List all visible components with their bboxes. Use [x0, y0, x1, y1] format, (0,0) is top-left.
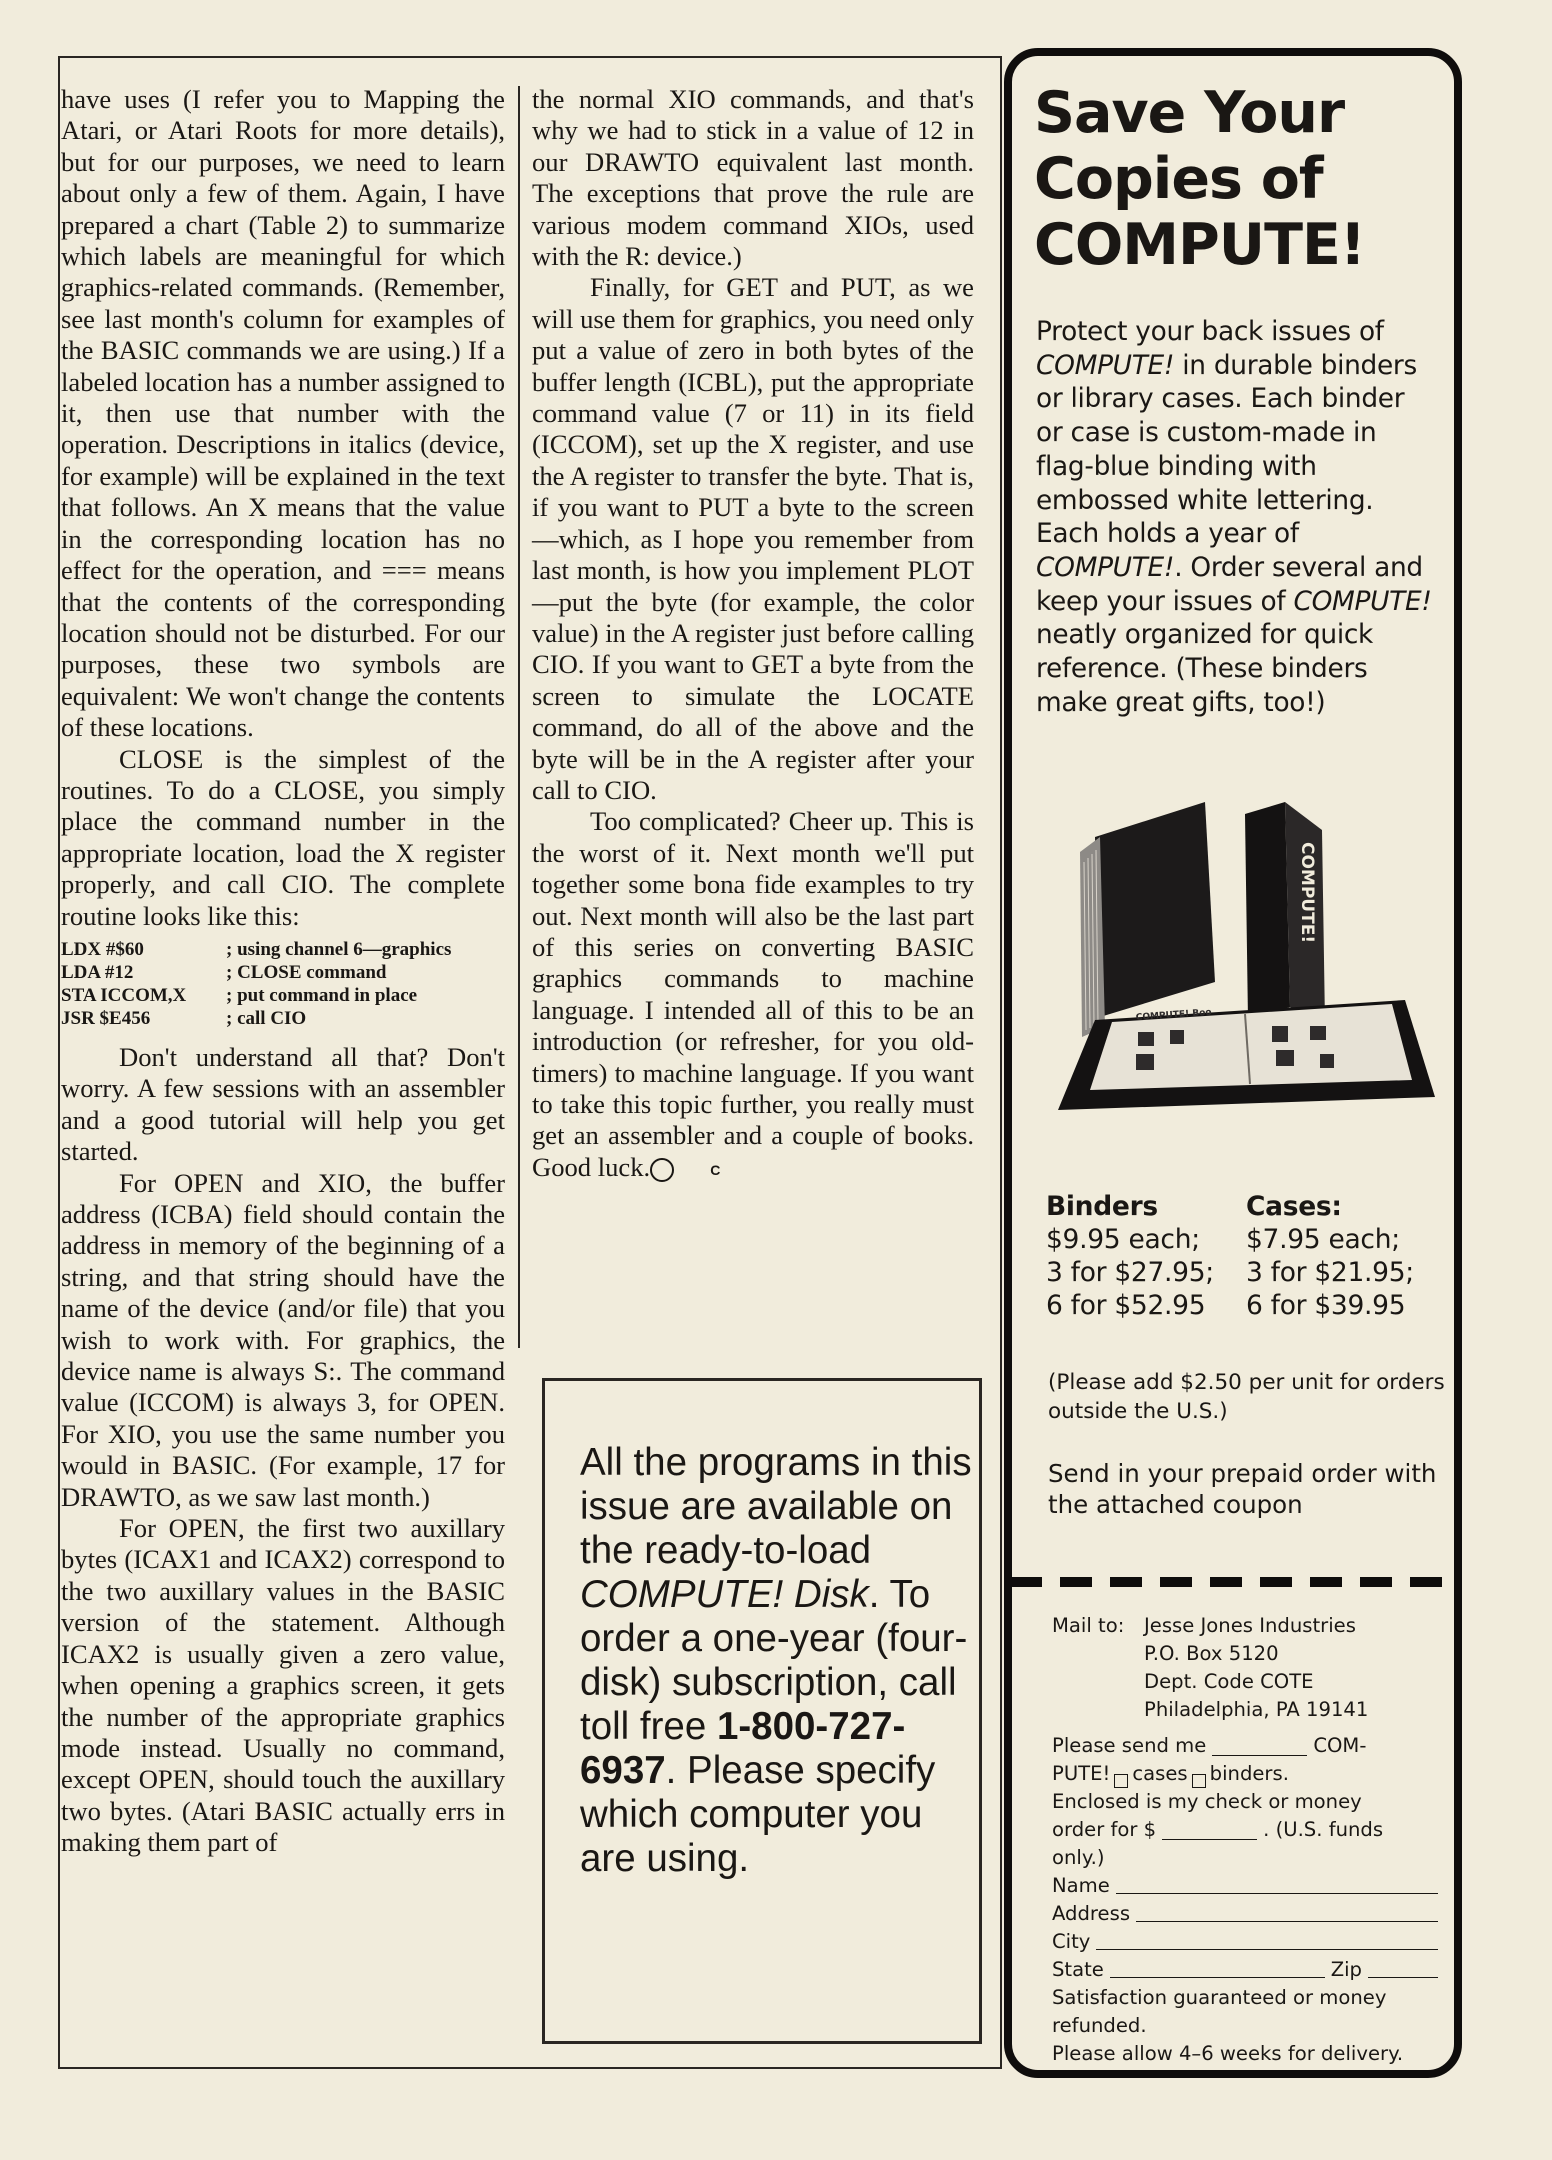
address-field[interactable]	[1136, 1920, 1438, 1922]
ad-text: . Order several and keep your issues of	[1036, 551, 1423, 617]
book-page-text: COMPUTE! Boo	[1135, 1007, 1212, 1023]
address-line: Dept. Code COTE	[1144, 1670, 1314, 1693]
binder-photo	[1040, 792, 1445, 1142]
coupon-text: . (U.S. funds	[1263, 1818, 1384, 1841]
price-line: $9.95 each;	[1046, 1224, 1200, 1255]
code-comment: ; using channel 6—graphics	[226, 938, 452, 960]
phone-number: 1-800-727-6937	[580, 1705, 906, 1792]
address-line: P.O. Box 5120	[1144, 1642, 1279, 1665]
field-label: City	[1052, 1930, 1091, 1953]
ad-text: in durable binders or library cases. Each binder or case is custom-made in flag-blue binding with embossed white lettering. Each holds a year of	[1036, 349, 1417, 550]
binders-heading: Binders	[1046, 1191, 1158, 1222]
ad-magazine-name: COMPUTE!	[1036, 551, 1175, 583]
field-label: Zip	[1330, 1958, 1362, 1981]
copyright-icon: C	[650, 1158, 674, 1182]
price-line: 3 for $27.95;	[1046, 1257, 1214, 1288]
code-line	[61, 1007, 505, 1030]
disk-text-part: All the programs in this issue are available on the ready-to-load	[580, 1441, 972, 1572]
paragraph: the normal XIO commands, and that's why we had to stick in a value of 12 in our DRAWTO equivalent last month. The exceptions that prove the rule are various modem command XIOs, used with the R: device.)	[532, 84, 974, 272]
column-divider	[518, 86, 520, 1348]
coupon-cut-line	[1010, 1577, 1458, 1587]
code-comment: ; put command in place	[226, 984, 418, 1006]
ad-magazine-name: COMPUTE!	[1293, 585, 1432, 617]
name-field[interactable]	[1116, 1892, 1438, 1894]
code-listing	[61, 938, 505, 1030]
ad-text: neatly organized for quick reference. (These binders make great gifts, too!)	[1036, 619, 1374, 718]
coupon-text: COM-	[1313, 1734, 1367, 1757]
ad-body	[1036, 315, 1436, 719]
code-comment: ; CLOSE command	[226, 961, 387, 983]
binders-prices	[1046, 1190, 1246, 1322]
cases-checkbox[interactable]	[1114, 1774, 1128, 1788]
disk-title: COMPUTE! Disk	[580, 1573, 869, 1616]
paragraph: Don't understand all that? Don't worry. A few sessions with an assembler and a good tutorial will help you get started.	[61, 1041, 505, 1167]
paragraph: Finally, for GET and PUT, as we will use them for graphics, you need only put a value of zero in both bytes of the buffer length (ICBL), put the appropriate command value (7 or 11) in its field (ICCOM), set up the X register, and use the A register to transfer the byte. That is, if you want to PUT a byte to the screen—which, as I hope you remember from last month, is how you implement PLOT—put the byte (for example, the color value) in the A register just before calling CIO. If you want to GET a byte from the screen to simulate the LOCATE command, do all of the above and the byte will be in the A register after your call to CIO.	[532, 272, 974, 805]
field-label: Address	[1052, 1902, 1131, 1925]
city-field[interactable]	[1096, 1948, 1438, 1950]
ad-title-line: Copies of	[1034, 146, 1323, 212]
guarantee-text: Satisfaction guaranteed or money refunded.	[1052, 1986, 1387, 2037]
coupon-text: Enclosed is my check or money	[1052, 1790, 1362, 1813]
quantity-field[interactable]	[1212, 1755, 1307, 1756]
zip-field[interactable]	[1368, 1976, 1438, 1978]
type-row	[1052, 1760, 1444, 1788]
coupon-text: binders.	[1209, 1762, 1289, 1785]
field-label: Name	[1052, 1874, 1110, 1897]
price-line: 6 for $52.95	[1046, 1290, 1206, 1321]
code-op: STA ICCOM,X	[61, 984, 187, 1006]
binders-checkbox[interactable]	[1192, 1774, 1206, 1788]
code-op: JSR $E456	[61, 1007, 151, 1029]
article-column-1	[61, 84, 505, 1859]
disk-text-part: . Please specify which computer you are using.	[580, 1749, 936, 1880]
disk-offer-text	[580, 1441, 980, 1881]
code-comment: ; call CIO	[226, 1007, 307, 1029]
shipping-note: (Please add $2.50 per unit for orders outside the U.S.)	[1048, 1370, 1445, 1424]
amount-row	[1052, 1816, 1444, 1844]
price-line: 3 for $21.95;	[1246, 1257, 1414, 1288]
name-row	[1052, 1872, 1444, 1900]
ad-title	[1034, 80, 1434, 278]
ad-title-line: Save Your	[1034, 80, 1345, 146]
coupon-text: PUTE!	[1052, 1762, 1111, 1785]
address-line: Philadelphia, PA 19141	[1144, 1698, 1369, 1721]
disk-offer-box	[542, 1378, 982, 2044]
state-field[interactable]	[1110, 1976, 1325, 1978]
address-line: Jesse Jones Industries	[1144, 1614, 1356, 1637]
order-coupon	[1052, 1612, 1444, 2068]
ad-text: Protect your back issues of	[1036, 316, 1384, 347]
coupon-text: only.)	[1052, 1846, 1105, 1869]
paragraph: For OPEN, the first two auxillary bytes (ICAX1 and ICAX2) correspond to the two auxillary values in the BASIC version of the statement. Although ICAX2 is usually given a zero value, when opening a graphics screen, it gets the number of the appropriate graphics mode instead. Usually no command, except OPEN, should touch the auxillary two bytes. (Atari BASIC actually errs in making them part of	[61, 1513, 505, 1858]
paragraph: have uses (I refer you to Mapping the Atari, or Atari Roots for more details), but for our purposes, we need to learn about only a few of them. Again, I have prepared a chart (Table 2) to summarize which labels are meaningful for which graphics-related commands. (Remember, see last month's column for examples of the BASIC commands we are using.) If a labeled location has a number assigned to it, then use that number with the operation. Descriptions in italics (device, for example) will be explained in the text that follows. An X means that the value in the corresponding location has no effect for the operation, and === means that the contents of the corresponding location should not be disturbed. For our purposes, these two symbols are equivalent: We won't change the contents of these locations.	[61, 84, 505, 743]
coupon-text: Please send me	[1052, 1734, 1207, 1757]
disk-text-part: . To order a one-year (four-disk) subscription, call toll free	[580, 1573, 968, 1748]
mail-to-row	[1052, 1612, 1444, 1640]
paragraph-text: Too complicated? Cheer up. This is the worst of it. Next month we'll put together some bona fide examples to try out. Next month will also be the last part of this series on converting BASIC graphics commands to machine language. I intended all of this to be an introduction (or refresher, for you old-timers) to machine language. If you want to take this topic further, you really must get an assembler and a couple of books. Good luck.	[532, 806, 974, 1182]
mail-to-label: Mail to:	[1052, 1614, 1125, 1637]
city-row	[1052, 1928, 1444, 1956]
cases-prices	[1246, 1190, 1446, 1322]
address-row	[1052, 1900, 1444, 1928]
state-zip-row	[1052, 1956, 1444, 1984]
price-line: $7.95 each;	[1246, 1224, 1400, 1255]
code-op: LDX #$60	[61, 938, 144, 960]
coupon-text: cases	[1132, 1762, 1188, 1785]
code-line	[61, 938, 505, 961]
code-line	[61, 984, 505, 1007]
paragraph: For OPEN and XIO, the buffer address (ICBA) field should contain the address in memory of the beginning of a string, and that string should have the name of the device (and/or file) that you wish to work with. For graphics, the device name is always S:. The command value (ICCOM) is always 3, for OPEN. For XIO, you use the same number you would in BASIC. (For example, 17 for DRAWTO, as we saw last month.)	[61, 1167, 505, 1512]
paragraph	[532, 806, 974, 1183]
ad-title-line: COMPUTE!	[1034, 212, 1365, 278]
ad-magazine-name: COMPUTE!	[1036, 349, 1175, 381]
price-line: 6 for $39.95	[1246, 1290, 1406, 1321]
cases-heading: Cases:	[1246, 1191, 1342, 1222]
price-table	[1046, 1190, 1446, 1322]
amount-field[interactable]	[1162, 1839, 1257, 1840]
code-op: LDA #12	[61, 961, 134, 983]
code-line	[61, 961, 505, 984]
delivery-text: Please allow 4–6 weeks for delivery.	[1052, 2042, 1404, 2065]
quantity-row	[1052, 1732, 1444, 1760]
send-order-text: Send in your prepaid order with the attached coupon	[1048, 1459, 1437, 1519]
article-column-2	[532, 84, 974, 1183]
field-label: State	[1052, 1958, 1104, 1981]
paragraph: CLOSE is the simplest of the routines. To do a CLOSE, you simply place the command number in the appropriate location, load the X register properly, and call CIO. The complete routine looks like this:	[61, 743, 505, 931]
binder-spine-text: COMPUTE!	[1297, 842, 1317, 944]
coupon-text: order for $	[1052, 1818, 1157, 1841]
